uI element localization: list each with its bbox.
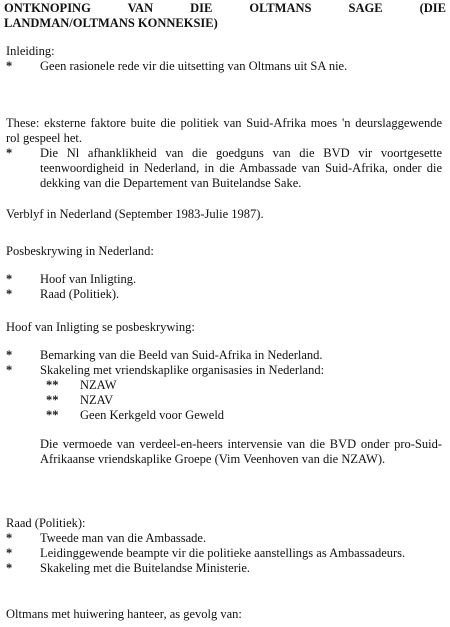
bullet-mark: * — [6, 561, 13, 575]
document-title-line2: LANDMAN/OLTMANS KONNEKSIE) — [4, 16, 218, 30]
posbeskrywing-item-text: Raad (Politiek). — [40, 287, 120, 301]
bullet-mark: * — [6, 146, 13, 160]
raad-item — [6, 546, 442, 561]
hoof-sub-item-text: NZAV — [80, 393, 114, 407]
hoof-sub-item-text: Geen Kerkgeld voor Geweld — [80, 408, 225, 422]
verblyf-line: Verblyf in Nederland (September 1983-Julie 1987). — [6, 207, 264, 221]
inleiding-heading: Inleiding: — [6, 44, 55, 58]
hoof-item-text: Skakeling met vriendskaplike organisasies in Nederland: — [40, 363, 325, 377]
hoof-sub-item — [6, 378, 442, 393]
bullet-mark: * — [6, 272, 13, 286]
hoof-section — [6, 320, 442, 467]
raad-item-text: Leidinggewende beampte vir die politieke aanstellings as Ambassadeurs. — [40, 546, 406, 560]
hoof-item-text: Bemarking van die Beeld van Suid-Afrika in Nederland. — [40, 348, 323, 362]
hoof-item — [6, 348, 442, 363]
hoof-sub-item — [6, 393, 442, 408]
hoof-sub-item — [6, 408, 442, 423]
sub-bullet-mark: ** — [46, 378, 59, 392]
raad-item-text: Tweede man van die Ambassade. — [40, 531, 207, 545]
raad-heading: Raad (Politiek): — [6, 516, 86, 530]
bullet-mark: * — [6, 287, 13, 301]
raad-section — [6, 516, 442, 576]
inleiding-bullet — [6, 59, 442, 74]
closing-line: Oltmans met huiwering hanteer, as gevolg van: — [6, 607, 242, 621]
sub-bullet-mark: ** — [46, 408, 59, 422]
bullet-mark: * — [6, 59, 13, 73]
inleiding-bullet-text: Geen rasionele rede vir die uitsetting van Oltmans uit SA nie. — [40, 59, 348, 73]
hoof-paragraph: Die vermoede van verdeel-en-heers intervensie van die BVD onder pro-Suid-Afrikaanse vriendskaplike Groepe (Vim Veenhoven van die NZAW). — [40, 437, 442, 466]
hoof-heading: Hoof van Inligting se posbeskrywing: — [6, 320, 195, 334]
these-bullet-text: Die Nl afhanklikheid van die goedguns van die BVD vir voortgesette teenwoordigheid in Nederland, in die Ambassade van Suid-Afrika, onder die dekking van die Departement van Buitelandse Sake. — [40, 146, 442, 190]
bullet-mark: * — [6, 363, 13, 377]
raad-item — [6, 531, 442, 546]
posbeskrywing-item — [6, 287, 442, 302]
bullet-mark: * — [6, 348, 13, 362]
inleiding-section — [6, 44, 442, 74]
hoof-sub-item-text: NZAW — [80, 378, 117, 392]
these-section — [6, 116, 442, 191]
these-bullet — [6, 146, 442, 191]
posbeskrywing-item-text: Hoof van Inligting. — [40, 272, 137, 286]
posbeskrywing-section — [6, 244, 442, 302]
raad-item-text: Skakeling met die Buitelandse Ministerie. — [40, 561, 251, 575]
bullet-mark: * — [6, 546, 13, 560]
hoof-item — [6, 363, 442, 378]
raad-item — [6, 561, 442, 576]
document-title: ONTKNOPING VAN DIE OLTMANS SAGE (DIE — [4, 1, 446, 15]
sub-bullet-mark: ** — [46, 393, 59, 407]
posbeskrywing-item — [6, 272, 442, 287]
these-text: These: eksterne faktore buite die politiek van Suid-Afrika moes 'n deurslaggewende rol gespeel het. — [6, 116, 442, 145]
bullet-mark: * — [6, 531, 13, 545]
posbeskrywing-heading: Posbeskrywing in Nederland: — [6, 244, 154, 258]
